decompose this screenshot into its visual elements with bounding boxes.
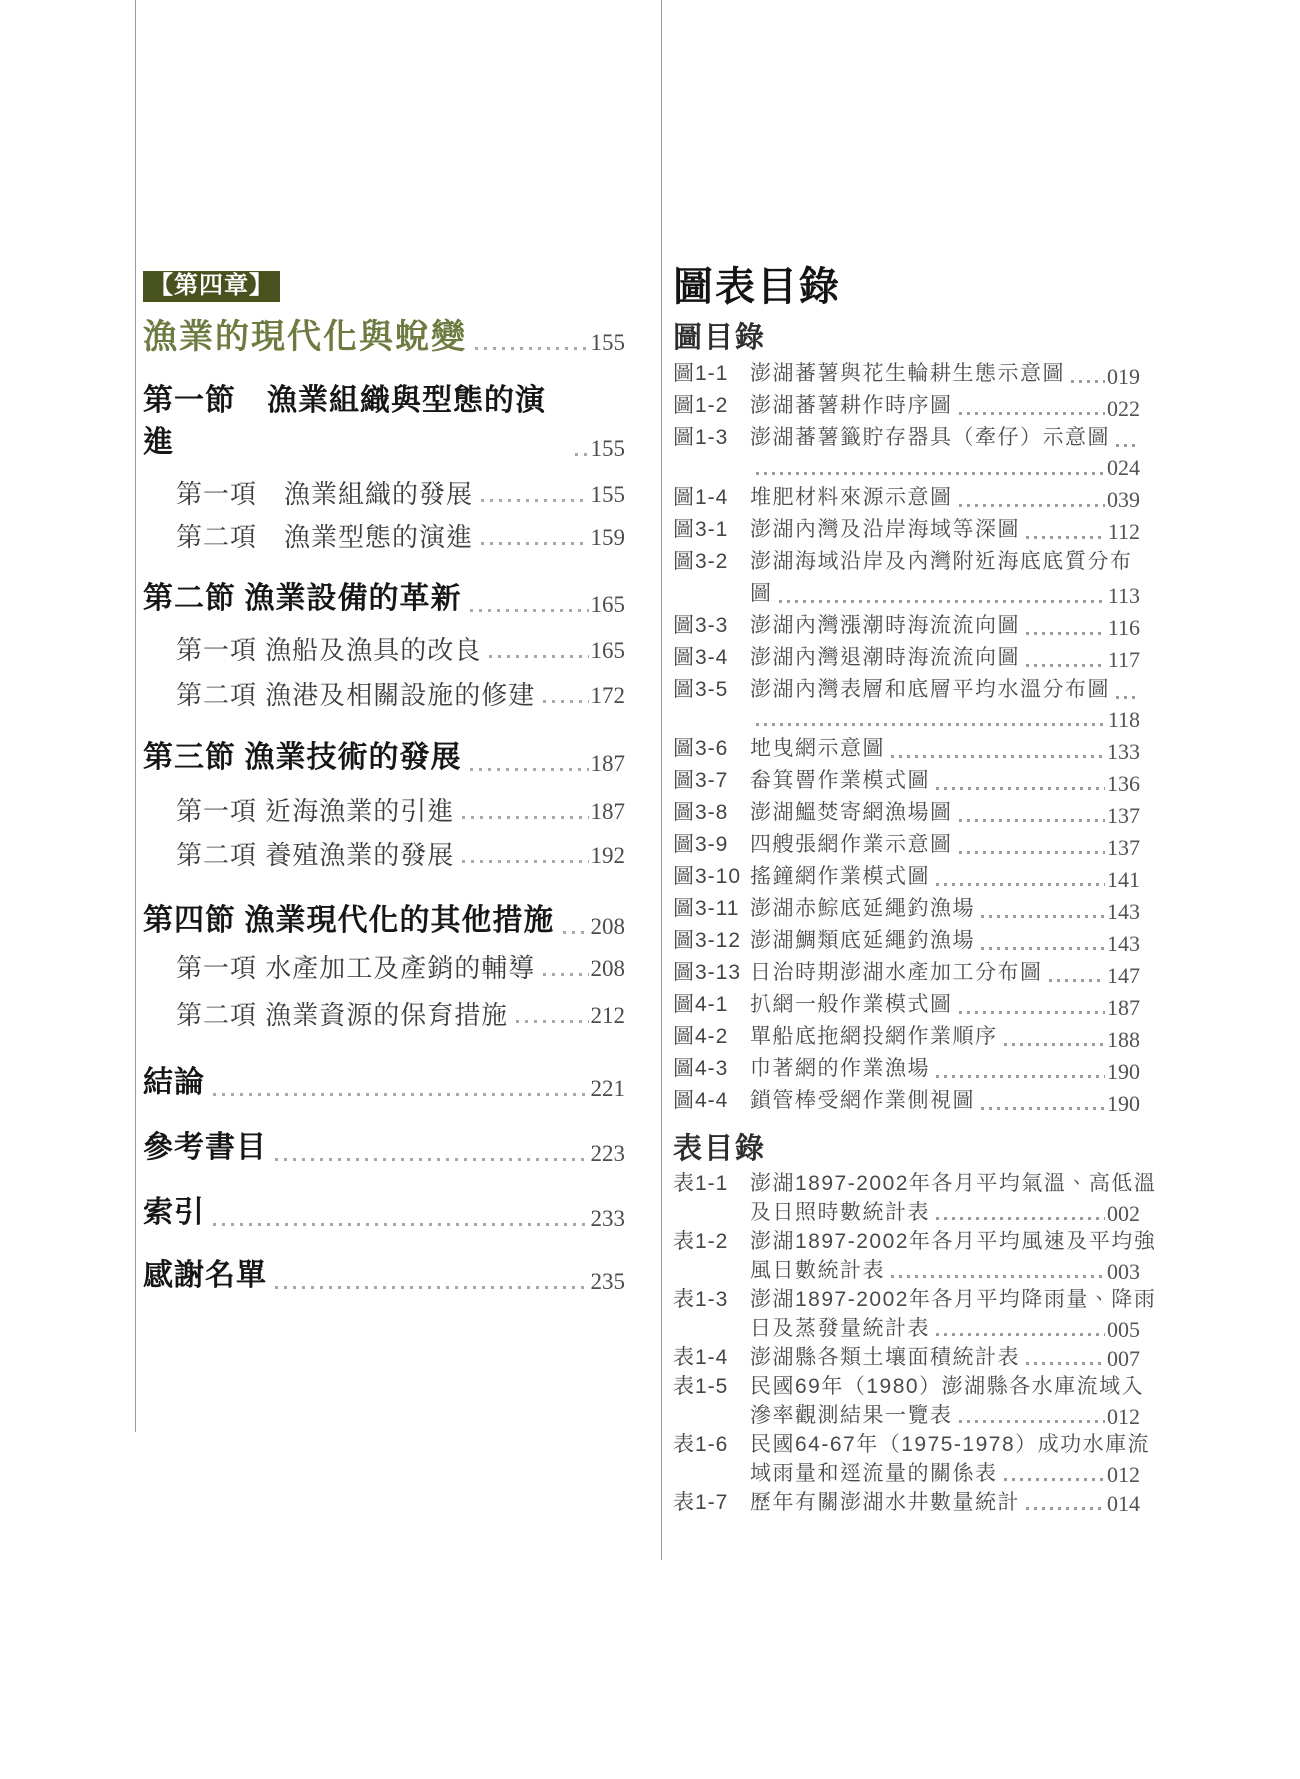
entry-body [750, 861, 1140, 893]
page-number: 137 [1107, 802, 1140, 828]
page-number: 165 [590, 638, 625, 664]
page-number: 143 [1107, 930, 1140, 956]
entry-line [750, 925, 1140, 957]
page-number: 155 [590, 436, 625, 462]
page-number: 116 [1107, 615, 1140, 640]
entry-line [750, 422, 1140, 454]
entry-line [750, 546, 1140, 578]
dotted-leader [470, 768, 589, 771]
toc-entry-figure [673, 674, 1140, 734]
entry-title: 澎湖蕃薯與花生輪耕生態示意圖 [750, 362, 1065, 385]
entry-line [750, 989, 1140, 1021]
toc-entry-figure [673, 765, 1140, 797]
figure-entry-list [673, 358, 1140, 1117]
entry-body [750, 1430, 1151, 1488]
toc-entry-table [673, 1372, 1145, 1430]
entry-line [750, 893, 1140, 925]
entry-body [750, 642, 1140, 674]
entry-title: 域雨量和逕流量的關係表 [750, 1462, 998, 1485]
toc-entry-table [673, 1343, 1140, 1372]
toc-entry-section [143, 578, 625, 620]
entry-line [750, 482, 1140, 514]
toc-entry-table [673, 1430, 1151, 1488]
entry-body [750, 422, 1140, 482]
page-number: 019 [1107, 363, 1140, 389]
toc-entry-label: 第一項 漁業組織的發展 [176, 479, 474, 509]
dotted-leader [891, 1275, 1105, 1278]
toc-entry-figure [673, 422, 1140, 482]
dotted-leader [481, 542, 588, 545]
dotted-leader [981, 915, 1105, 918]
entry-number-label: 圖1-4 [673, 485, 729, 509]
toc-entry-label: 第二項 漁業資源的保育措施 [176, 1000, 509, 1030]
dotted-leader [959, 1011, 1106, 1014]
toc-entry-figure [673, 925, 1140, 957]
toc-entry-section [143, 900, 625, 942]
entry-body [750, 1285, 1157, 1343]
toc-entry-figure [673, 797, 1140, 829]
toc-entry-figure [673, 861, 1140, 893]
dotted-leader [1071, 380, 1105, 383]
page-number: 190 [1107, 1058, 1140, 1084]
entry-body [750, 546, 1140, 610]
dotted-leader [959, 1420, 1106, 1423]
dotted-leader [959, 819, 1106, 822]
entry-number-label: 圖1-3 [673, 426, 729, 449]
entry-number-label: 圖1-2 [673, 394, 729, 417]
dotted-leader [489, 655, 588, 658]
page-number: 208 [590, 956, 625, 982]
dotted-leader [1116, 696, 1138, 699]
toc-entry-figure [673, 546, 1140, 610]
entry-body [750, 829, 1140, 861]
page-number: 112 [1107, 519, 1140, 544]
entry-title: 澎湖1897-2002年各月平均降雨量、降雨 [750, 1288, 1157, 1311]
entry-number-label: 圖3-2 [673, 549, 729, 573]
entry-title: 巾著網的作業漁場 [750, 1057, 930, 1080]
entry-body [750, 957, 1140, 989]
entry-body [750, 989, 1140, 1021]
chapter-badge: 【第四章】 [143, 271, 280, 302]
entry-title: 滲率觀測結果一覽表 [750, 1404, 953, 1427]
entry-number-label: 圖3-7 [673, 769, 729, 792]
entry-title: 風日數統計表 [750, 1259, 885, 1282]
toc-entry-label: 第一項 水產加工及產銷的輔導 [176, 953, 536, 983]
page-number: 235 [590, 1269, 625, 1295]
figure-list-heading: 圖目錄 [673, 322, 767, 354]
entry-body [750, 390, 1140, 422]
dotted-leader [275, 1286, 589, 1289]
entry-line [750, 1343, 1140, 1372]
entry-number-label: 圖4-1 [673, 993, 729, 1016]
page-number: 147 [1107, 962, 1140, 988]
entry-line [750, 514, 1140, 546]
entry-body [750, 514, 1140, 546]
dotted-leader [936, 1075, 1105, 1078]
chapter-toc-column [143, 0, 625, 1297]
toc-entry-item [143, 478, 625, 510]
dotted-leader [481, 499, 588, 502]
dotted-leader [213, 1093, 589, 1096]
entry-number-label: 圖3-11 [673, 897, 740, 920]
entry-number-label: 表1-1 [673, 1172, 729, 1195]
dotted-leader [462, 860, 588, 863]
toc-entry-item [143, 521, 625, 553]
dotted-leader [1116, 444, 1138, 447]
entry-number-label: 表1-2 [673, 1230, 729, 1253]
entry-number-label: 圖3-6 [673, 737, 729, 760]
entry-title: 澎湖蕃薯耕作時序圖 [750, 394, 953, 417]
page-number: 141 [1107, 866, 1140, 892]
chapter-title-label: 漁業的現代化與蛻變 [143, 318, 467, 356]
page-number: 113 [1107, 583, 1140, 608]
entry-body [750, 1372, 1145, 1430]
entry-title: 地曳網示意圖 [750, 737, 885, 760]
entry-number-label: 表1-4 [673, 1346, 729, 1369]
table-list-heading: 表目錄 [673, 1133, 767, 1165]
page-number: 165 [590, 592, 625, 618]
entry-body [750, 797, 1140, 829]
toc-entry-item [143, 795, 625, 827]
dotted-leader [936, 883, 1105, 886]
entry-title: 鎖管棒受網作業側視圖 [750, 1089, 975, 1112]
entry-body [750, 358, 1140, 390]
toc-entry-label: 第二項 養殖漁業的發展 [176, 840, 455, 870]
dotted-leader [1026, 632, 1106, 635]
entry-title: 四艘張網作業示意圖 [750, 833, 953, 856]
entry-line [750, 1488, 1140, 1517]
entry-line [750, 733, 1140, 765]
page-number: 233 [590, 1206, 625, 1232]
entry-number-label: 圖1-1 [673, 362, 729, 385]
toc-entry-section [143, 380, 625, 464]
dotted-leader [981, 947, 1105, 950]
column-rule-left [135, 0, 136, 1432]
entry-body [750, 925, 1140, 957]
entry-title: 澎湖內灣表層和底層平均水溫分布圖 [750, 677, 1110, 701]
toc-entry-figure [673, 482, 1140, 514]
entry-number-label: 圖3-12 [673, 929, 742, 952]
entry-title: 澎湖赤鯮底延繩釣漁場 [750, 897, 975, 920]
page-number: 039 [1107, 487, 1140, 512]
entry-title: 圖 [750, 581, 773, 605]
entry-line [750, 765, 1140, 797]
dotted-leader [563, 931, 589, 934]
page-number: 221 [590, 1076, 625, 1102]
page-number: 187 [590, 751, 625, 777]
table-entry-list [673, 1169, 1157, 1517]
toc-entry-label: 第一項 漁船及漁具的改良 [176, 635, 482, 665]
page-number: 136 [1107, 770, 1140, 796]
entry-line [750, 1053, 1140, 1085]
page-number: 002 [1107, 1200, 1140, 1226]
entry-body [750, 1169, 1157, 1227]
entry-body [750, 1488, 1140, 1517]
entry-body [750, 1021, 1140, 1053]
dotted-leader [575, 453, 589, 456]
toc-entry-label: 第四節 漁業現代化的其他措施 [143, 904, 555, 937]
dotted-leader [470, 609, 589, 612]
entry-line [750, 1430, 1151, 1459]
entry-line [750, 674, 1140, 706]
toc-entry-back [143, 1255, 625, 1297]
entry-number-label: 圖4-3 [673, 1057, 729, 1080]
entry-body [750, 1343, 1140, 1372]
entry-body [750, 674, 1140, 734]
entry-title: 搖鐘網作業模式圖 [750, 865, 930, 888]
entry-line [750, 1021, 1140, 1053]
page-number: 014 [1107, 1490, 1140, 1516]
toc-entry-item [143, 634, 625, 666]
entry-number-label: 圖3-8 [673, 801, 729, 824]
page-number: 212 [590, 1003, 625, 1029]
toc-entry-item [143, 952, 625, 984]
entry-body [750, 893, 1140, 925]
dotted-leader [1026, 1362, 1105, 1365]
toc-entry-figure [673, 893, 1140, 925]
toc-entry-section [143, 737, 625, 779]
entry-body [750, 482, 1140, 514]
toc-entry-figure [673, 642, 1140, 674]
page-number: 137 [1107, 834, 1140, 860]
entry-title: 歷年有關澎湖水井數量統計 [750, 1491, 1020, 1514]
toc-entry-back [143, 1192, 625, 1234]
entry-title: 民國64-67年（1975-1978）成功水庫流 [750, 1433, 1151, 1456]
entry-number-label: 圖3-13 [673, 961, 742, 984]
entry-line [750, 642, 1140, 674]
figures-tables-heading: 圖表目錄 [673, 264, 841, 309]
toc-entry-table [673, 1169, 1157, 1227]
toc-entry-figure [673, 610, 1140, 642]
page-number: 117 [1107, 647, 1140, 672]
chapter-entry-list [143, 380, 625, 1297]
entry-title: 澎湖內灣漲潮時海流流向圖 [750, 613, 1020, 637]
toc-entry-item [143, 679, 625, 711]
entry-title: 澎湖內灣及沿岸海域等深圖 [750, 517, 1020, 541]
figures-tables-column [673, 0, 1157, 1517]
toc-entry-figure [673, 733, 1140, 765]
entry-title: 澎湖1897-2002年各月平均風速及平均強 [750, 1230, 1157, 1253]
toc-entry-label: 第一節 漁業組織與型態的演進 [143, 384, 546, 459]
entry-body [750, 765, 1140, 797]
entry-title: 澎湖海域沿岸及內灣附近海底底質分布 [750, 549, 1133, 573]
entry-line [750, 706, 1140, 734]
entry-line [750, 1227, 1157, 1256]
dotted-leader [543, 700, 588, 703]
page-number: 208 [590, 914, 625, 940]
entry-line [750, 358, 1140, 390]
dotted-leader [936, 1333, 1105, 1336]
dotted-leader [213, 1223, 589, 1226]
entry-line [750, 1085, 1140, 1117]
entry-line [750, 1198, 1140, 1227]
dotted-leader [891, 755, 1105, 758]
entry-body [750, 1053, 1140, 1085]
entry-title: 澎湖鰮焚寄網漁場圖 [750, 801, 953, 824]
entry-line [750, 1401, 1140, 1430]
entry-number-label: 圖4-2 [673, 1025, 729, 1048]
page-number: 022 [1107, 395, 1140, 421]
entry-line [750, 610, 1140, 642]
entry-title: 日治時期澎湖水產加工分布圖 [750, 961, 1043, 984]
dotted-leader [959, 412, 1106, 415]
dotted-leader [462, 816, 588, 819]
entry-line [750, 861, 1140, 893]
dotted-leader [1026, 1507, 1105, 1510]
entry-number-label: 圖3-10 [673, 865, 742, 888]
toc-entry-label: 第二項 漁業型態的演進 [176, 522, 474, 552]
entry-title: 扒網一般作業模式圖 [750, 993, 953, 1016]
dotted-leader [959, 851, 1106, 854]
entry-title: 澎湖1897-2002年各月平均氣溫、高低溫 [750, 1172, 1157, 1195]
entry-line [750, 1459, 1140, 1488]
entry-title: 堆肥材料來源示意圖 [750, 485, 953, 509]
entry-number-label: 圖3-1 [673, 517, 729, 541]
dotted-leader [516, 1020, 588, 1023]
toc-entry-item [143, 999, 625, 1031]
entry-line [750, 1314, 1140, 1343]
toc-entry-label: 第三節 漁業技術的發展 [143, 741, 462, 774]
toc-entry-label: 第二項 漁港及相關設施的修建 [176, 680, 536, 710]
toc-entry-back [143, 1127, 625, 1169]
page-number: 024 [1107, 455, 1140, 480]
dotted-leader [981, 1107, 1105, 1110]
toc-entry-label: 參考書目 [143, 1131, 267, 1164]
dotted-leader [1004, 1043, 1106, 1046]
dotted-leader [756, 472, 1105, 475]
entry-title: 澎湖鯛類底延繩釣漁場 [750, 929, 975, 952]
entry-body [750, 733, 1140, 765]
toc-entry-label: 結論 [143, 1066, 205, 1099]
entry-title: 澎湖縣各類土壤面積統計表 [750, 1346, 1020, 1369]
entry-line [750, 957, 1140, 989]
entry-body [750, 610, 1140, 642]
page-number: 007 [1107, 1345, 1140, 1371]
page-number: 192 [590, 843, 625, 869]
toc-entry-label: 第二節 漁業設備的革新 [143, 582, 462, 615]
page-number: 172 [590, 683, 625, 709]
page-number: 187 [1107, 994, 1140, 1020]
entry-line [750, 578, 1140, 610]
toc-entry-label: 索引 [143, 1196, 205, 1229]
entry-title: 及日照時數統計表 [750, 1201, 930, 1224]
entry-title: 單船底拖網投網作業順序 [750, 1025, 998, 1048]
toc-entry-figure [673, 829, 1140, 861]
toc-entry-figure [673, 989, 1140, 1021]
toc-entry-label: 第一項 近海漁業的引進 [176, 796, 455, 826]
entry-number-label: 表1-7 [673, 1491, 729, 1514]
dotted-leader [475, 347, 589, 350]
toc-entry-item [143, 839, 625, 871]
dotted-leader [1026, 536, 1106, 539]
column-rule-middle [661, 0, 662, 1560]
page-number: 133 [1107, 738, 1140, 764]
entry-line [750, 1256, 1140, 1285]
entry-number-label: 圖4-4 [673, 1089, 729, 1112]
entry-title: 日及蒸發量統計表 [750, 1317, 930, 1340]
entry-line [750, 797, 1140, 829]
entry-title: 畚箕罾作業模式圖 [750, 769, 930, 792]
toc-entry-figure [673, 358, 1140, 390]
entry-body [750, 1085, 1140, 1117]
page-number: 223 [590, 1141, 625, 1167]
entry-number-label: 圖3-4 [673, 645, 729, 669]
toc-entry-figure [673, 1085, 1140, 1117]
dotted-leader [275, 1158, 589, 1161]
entry-body [750, 1227, 1157, 1285]
toc-entry-table [673, 1488, 1140, 1517]
page-number: 187 [590, 799, 625, 825]
entry-line [750, 829, 1140, 861]
entry-number-label: 表1-3 [673, 1288, 729, 1311]
dotted-leader [936, 787, 1105, 790]
entry-number-label: 表1-5 [673, 1375, 729, 1398]
dotted-leader [779, 600, 1106, 603]
toc-entry-figure [673, 1053, 1140, 1085]
dotted-leader [1004, 1478, 1106, 1481]
entry-line [750, 454, 1140, 482]
toc-entry-table [673, 1285, 1157, 1343]
entry-number-label: 圖3-3 [673, 613, 729, 637]
dotted-leader [756, 723, 1106, 726]
toc-entry-figure [673, 957, 1140, 989]
dotted-leader [1049, 979, 1106, 982]
entry-number-label: 表1-6 [673, 1433, 729, 1456]
entry-title: 澎湖蕃薯籤貯存器具（牽仔）示意圖 [750, 426, 1110, 449]
entry-line [750, 390, 1140, 422]
entry-title: 澎湖內灣退潮時海流流向圖 [750, 645, 1020, 669]
dotted-leader [959, 504, 1106, 507]
page-number: 143 [1107, 898, 1140, 924]
entry-line [750, 1285, 1157, 1314]
page-number: 118 [1107, 706, 1140, 732]
page-number: 155 [590, 330, 625, 356]
entry-line [750, 1372, 1145, 1401]
page-number: 190 [1107, 1090, 1140, 1116]
page-number: 188 [1107, 1026, 1140, 1052]
page-number: 155 [590, 482, 625, 508]
page-number: 005 [1107, 1316, 1140, 1342]
toc-entry-label: 感謝名單 [143, 1259, 267, 1292]
dotted-leader [543, 973, 588, 976]
toc-entry-back [143, 1062, 625, 1104]
toc-entry-figure [673, 514, 1140, 546]
toc-entry-figure [673, 390, 1140, 422]
entry-line [750, 1169, 1157, 1198]
page-number: 003 [1107, 1258, 1140, 1284]
page-number: 159 [590, 525, 625, 551]
toc-entry-figure [673, 1021, 1140, 1053]
dotted-leader [936, 1217, 1105, 1220]
page-number: 012 [1107, 1461, 1140, 1487]
toc-entry-table [673, 1227, 1157, 1285]
entry-title: 民國69年（1980）澎湖縣各水庫流域入 [750, 1375, 1145, 1398]
dotted-leader [1026, 664, 1106, 667]
chapter-title-entry [143, 316, 625, 358]
page-number: 012 [1107, 1403, 1140, 1429]
entry-number-label: 圖3-9 [673, 833, 729, 856]
entry-number-label: 圖3-5 [673, 677, 729, 701]
